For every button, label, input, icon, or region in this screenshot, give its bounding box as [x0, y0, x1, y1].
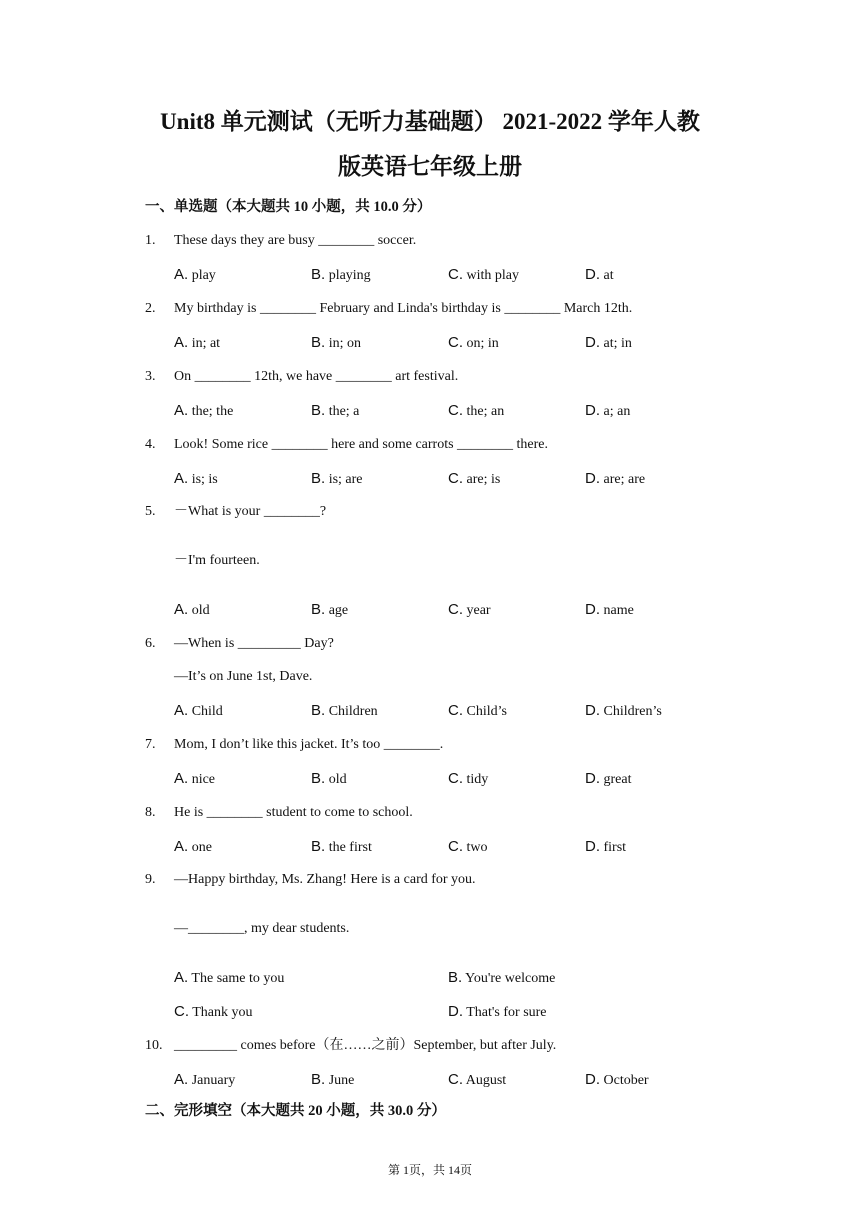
question-number: 9. — [145, 872, 156, 887]
option-letter: A. — [174, 969, 189, 986]
option-text: with play — [463, 268, 519, 283]
option-text: at; in — [600, 336, 632, 351]
section-heading-single-choice: 一、单选题（本大题共 10 小题，共 10.0 分） — [145, 199, 432, 215]
option-text: are; are — [600, 472, 646, 487]
answer-option — [174, 402, 233, 421]
option-letter: B. — [311, 838, 326, 855]
option-letter: B. — [311, 770, 326, 787]
option-letter: D. — [585, 1071, 600, 1088]
question-stem — [145, 300, 632, 318]
option-letter: B. — [311, 402, 326, 419]
option-text: old — [188, 603, 210, 618]
answer-option — [448, 1003, 547, 1022]
option-letter: A. — [174, 266, 189, 283]
answer-option — [585, 402, 630, 421]
question-number: 5. — [145, 504, 156, 519]
question-dialogue-line: —________, my dear students. — [174, 921, 350, 936]
option-text: Child’s — [463, 704, 507, 719]
answer-option — [311, 838, 372, 857]
answer-option — [448, 838, 488, 857]
answer-option — [585, 1071, 649, 1090]
answer-option — [174, 969, 284, 988]
answer-option — [448, 770, 488, 789]
option-letter: A. — [174, 334, 189, 351]
answer-option — [311, 1071, 354, 1090]
question-stem — [145, 503, 326, 521]
option-letter: B. — [311, 601, 326, 618]
answer-option — [585, 470, 645, 489]
answer-option — [174, 266, 216, 285]
option-letter: C. — [448, 601, 463, 618]
option-letter: D. — [585, 266, 600, 283]
answer-option — [585, 266, 614, 285]
option-text: two — [463, 840, 488, 855]
answer-option — [311, 601, 348, 620]
option-text: tidy — [463, 772, 489, 787]
answer-option — [585, 601, 634, 620]
question-number: 2. — [145, 301, 156, 316]
option-letter: C. — [448, 838, 463, 855]
option-letter: B. — [311, 1071, 326, 1088]
question-stem — [145, 804, 413, 822]
option-text: August — [463, 1073, 507, 1088]
answer-option — [174, 770, 215, 789]
answer-option — [448, 402, 504, 421]
answer-option — [311, 402, 359, 421]
answer-option — [585, 334, 632, 353]
option-text: age — [325, 603, 349, 618]
option-letter: A. — [174, 770, 189, 787]
option-text: Child — [188, 704, 223, 719]
option-text: in; on — [325, 336, 361, 351]
option-text: The same to you — [188, 971, 285, 986]
question-text: —When is _________ Day? — [174, 636, 334, 651]
answer-option — [448, 601, 491, 620]
option-text: in; at — [188, 336, 221, 351]
option-text: a; an — [600, 404, 631, 419]
option-letter: D. — [585, 702, 600, 719]
option-text: play — [188, 268, 216, 283]
option-text: name — [600, 603, 634, 618]
question-text: －What is your ________? — [174, 504, 327, 519]
page-title-line-2: 版英语七年级上册 — [338, 154, 522, 179]
question-text: Mom, I don’t like this jacket. It’s too ________. — [174, 737, 444, 752]
question-stem — [145, 436, 548, 454]
option-letter: A. — [174, 601, 189, 618]
page-title-line-1: Unit8 单元测试（无听力基础题） 2021-2022 学年人教 — [160, 109, 700, 134]
question-number: 6. — [145, 636, 156, 651]
option-letter: D. — [585, 601, 600, 618]
option-letter: D. — [585, 838, 600, 855]
option-text: on; in — [463, 336, 499, 351]
option-letter: A. — [174, 470, 189, 487]
option-letter: C. — [448, 770, 463, 787]
option-text: nice — [188, 772, 216, 787]
question-text: Look! Some rice ________ here and some carrots ________ there. — [174, 437, 549, 452]
answer-option — [585, 838, 626, 857]
question-number: 4. — [145, 437, 156, 452]
option-text: old — [325, 772, 347, 787]
option-text: That's for sure — [463, 1005, 547, 1020]
question-stem — [145, 871, 476, 889]
answer-option — [448, 470, 500, 489]
option-letter: C. — [448, 702, 463, 719]
section-heading-cloze: 二、完形填空（本大题共 20 小题，共 30.0 分） — [145, 1103, 446, 1119]
answer-option — [174, 1071, 235, 1090]
answer-option — [311, 266, 371, 285]
option-letter: C. — [448, 402, 463, 419]
question-text: These days they are busy ________ soccer. — [174, 233, 417, 248]
option-letter: D. — [585, 770, 600, 787]
option-letter: C. — [174, 1003, 189, 1020]
option-text: June — [325, 1073, 355, 1088]
answer-option — [174, 1003, 253, 1022]
answer-option — [174, 838, 212, 857]
option-letter: C. — [448, 334, 463, 351]
option-text: the; an — [463, 404, 505, 419]
question-dialogue-line: －I'm fourteen. — [174, 553, 260, 568]
question-text: He is ________ student to come to school. — [174, 805, 413, 820]
option-text: are; is — [463, 472, 501, 487]
option-letter: B. — [311, 334, 326, 351]
option-text: the; the — [188, 404, 234, 419]
option-letter: A. — [174, 402, 189, 419]
option-text: Children — [325, 704, 378, 719]
question-number: 1. — [145, 233, 156, 248]
page-footer: 第 1页，共 14页 — [387, 1163, 472, 1177]
answer-option — [448, 702, 507, 721]
option-text: great — [600, 772, 632, 787]
question-dialogue-line: —It’s on June 1st, Dave. — [174, 669, 313, 684]
answer-option — [311, 470, 363, 489]
question-number: 3. — [145, 369, 156, 384]
answer-option — [585, 702, 662, 721]
option-text: You're welcome — [462, 971, 556, 986]
question-text: _________ comes before（在……之前）September, but after July. — [174, 1038, 557, 1053]
option-letter: C. — [448, 470, 463, 487]
option-text: one — [188, 840, 212, 855]
question-stem — [145, 635, 334, 653]
answer-option — [174, 601, 210, 620]
answer-option — [448, 266, 519, 285]
option-letter: D. — [585, 470, 600, 487]
question-stem — [145, 736, 443, 754]
option-text: is; are — [325, 472, 363, 487]
question-number: 8. — [145, 805, 156, 820]
answer-option — [448, 1071, 506, 1090]
option-letter: A. — [174, 1071, 189, 1088]
answer-option — [174, 470, 218, 489]
question-stem — [145, 1037, 556, 1055]
option-text: playing — [325, 268, 371, 283]
option-text: October — [600, 1073, 649, 1088]
answer-option — [311, 334, 361, 353]
option-text: Thank you — [189, 1005, 253, 1020]
answer-option — [174, 702, 223, 721]
option-text: January — [188, 1073, 236, 1088]
option-letter: C. — [448, 1071, 463, 1088]
question-stem — [145, 232, 416, 250]
option-text: the first — [325, 840, 372, 855]
option-letter: B. — [448, 969, 463, 986]
option-text: first — [600, 840, 627, 855]
question-number: 7. — [145, 737, 156, 752]
option-letter: C. — [448, 266, 463, 283]
question-text: My birthday is ________ February and Linda's birthday is ________ March 12th. — [174, 301, 633, 316]
question-text: On ________ 12th, we have ________ art festival. — [174, 369, 459, 384]
option-letter: D. — [585, 402, 600, 419]
answer-option — [311, 770, 347, 789]
option-letter: A. — [174, 702, 189, 719]
option-text: year — [463, 603, 491, 618]
answer-option — [585, 770, 631, 789]
option-text: is; is — [188, 472, 218, 487]
question-number: 10. — [145, 1038, 163, 1053]
option-text: at — [600, 268, 614, 283]
answer-option — [448, 969, 555, 988]
option-letter: B. — [311, 702, 326, 719]
option-text: the; a — [325, 404, 360, 419]
answer-option — [448, 334, 499, 353]
option-letter: D. — [448, 1003, 463, 1020]
option-letter: A. — [174, 838, 189, 855]
option-text: Children’s — [600, 704, 662, 719]
answer-option — [174, 334, 220, 353]
option-letter: D. — [585, 334, 600, 351]
question-stem — [145, 368, 458, 386]
answer-option — [311, 702, 378, 721]
option-letter: B. — [311, 266, 326, 283]
option-letter: B. — [311, 470, 326, 487]
question-text: —Happy birthday, Ms. Zhang! Here is a card for you. — [174, 872, 476, 887]
